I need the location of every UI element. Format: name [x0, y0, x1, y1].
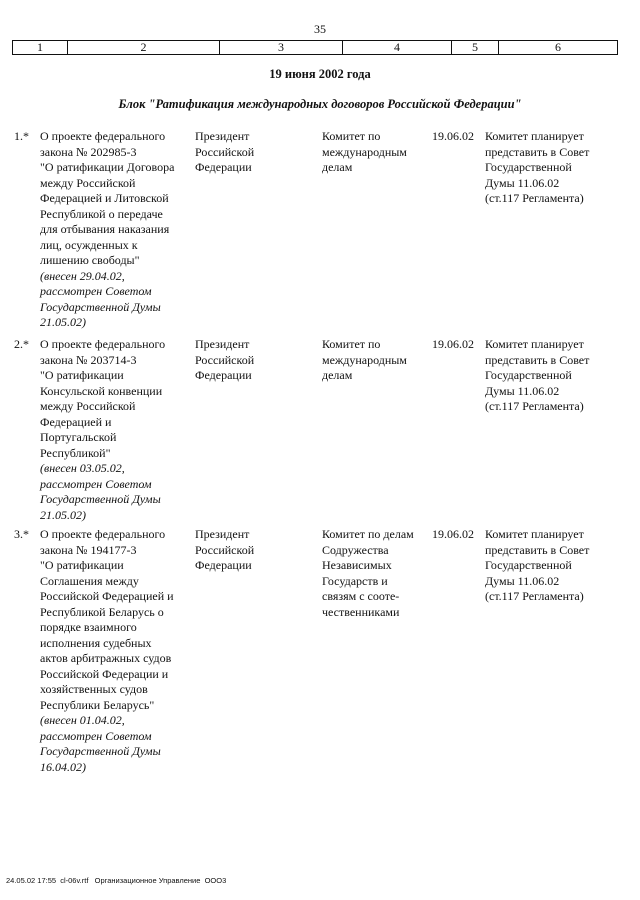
- entry-title-line: лишению свободы": [40, 253, 140, 267]
- date-heading: 19 июня 2002 года: [269, 67, 371, 81]
- block-title: Блок "Ратификация международных договоров Российской Федерации": [118, 97, 522, 111]
- entry-number: 3.*: [14, 527, 29, 541]
- entry-status-line: Государственной Думы: [40, 299, 161, 314]
- entry-title-line: закона № 194177-3: [40, 542, 137, 557]
- entry-number: 1.*: [14, 129, 29, 143]
- entry-title: [40, 129, 190, 331]
- entry-author-line: Федерации: [195, 368, 252, 382]
- entry-note: [485, 527, 615, 605]
- entry-date: 19.06.02: [432, 527, 474, 541]
- entry-note-line: (ст.117 Регламента): [485, 399, 584, 413]
- entry-title-line: Российской Федерацией и: [40, 589, 174, 603]
- entry-note-line: (ст.117 Регламента): [485, 589, 584, 603]
- column-header-5: 5: [451, 41, 498, 54]
- entry-committee: [322, 337, 428, 384]
- entry-note-line: Комитет планирует: [485, 129, 584, 143]
- entry-title-line: Португальской: [40, 430, 117, 444]
- entry-author: [195, 527, 315, 574]
- entry-note-line: Думы 11.06.02: [485, 175, 560, 190]
- entry-committee-line: Комитет по делам: [322, 527, 414, 541]
- entry-committee-line: Комитет по: [322, 337, 381, 351]
- entry-committee-line: Независимых: [322, 558, 392, 572]
- entry-note-line: Государственной: [485, 558, 572, 572]
- entry-title-line: актов арбитражных судов: [40, 651, 172, 665]
- entry-title-line: закона № 202985-3: [40, 144, 137, 159]
- entry-note-line: Комитет планирует: [485, 337, 584, 351]
- entry-title-line: "О ратификации Договора: [40, 160, 175, 174]
- entry-author-line: Президент: [195, 337, 250, 351]
- entry-status-line: 21.05.02): [40, 315, 86, 329]
- entry-status-line: Государственной Думы: [40, 744, 161, 758]
- entry-note-line: Комитет планирует: [485, 527, 584, 541]
- entry-committee-line: связям с сооте-: [322, 589, 400, 603]
- entry-title-line: Российской Федерации и: [40, 666, 169, 681]
- entry-committee-line: Комитет по: [322, 129, 381, 143]
- entry-note-line: Думы 11.06.02: [485, 383, 560, 398]
- entry-author-line: Президент: [195, 129, 250, 143]
- entry-title-line: О проекте федерального: [40, 527, 166, 541]
- entry-title-line: Республики Беларусь": [40, 697, 155, 712]
- entry-status-line: (внесен 29.04.02,: [40, 268, 125, 283]
- entry-title-line: Республикой Беларусь о: [40, 604, 164, 619]
- entry-title-line: О проекте федерального: [40, 337, 166, 351]
- entry-note-line: представить в Совет: [485, 144, 590, 159]
- entry-note-line: представить в Совет: [485, 542, 590, 557]
- entry-title-line: хозяйственных судов: [40, 682, 148, 696]
- entry-title-line: для отбывания наказания: [40, 222, 170, 236]
- column-header-4: 4: [342, 41, 451, 54]
- entry-date: 19.06.02: [432, 129, 474, 143]
- entry-title-line: "О ратификации: [40, 558, 124, 572]
- entry-author-line: Российской: [195, 542, 255, 557]
- entry-author-line: Федерации: [195, 558, 252, 572]
- entry-committee-line: международным: [322, 352, 407, 367]
- entry-committee-line: международным: [322, 144, 407, 159]
- entry-title-line: между Российской: [40, 175, 136, 190]
- column-header-6: 6: [498, 41, 617, 54]
- entry-title: [40, 337, 190, 523]
- column-header-1: 1: [37, 40, 43, 54]
- entry-number: 2.*: [14, 337, 29, 351]
- entry-author: [195, 129, 315, 176]
- entry-status-line: рассмотрен Советом: [40, 476, 152, 491]
- entry-title-line: Федерацией и Литовской: [40, 191, 169, 205]
- entry-status-line: (внесен 01.04.02,: [40, 713, 125, 727]
- entry-author-line: Федерации: [195, 160, 252, 174]
- entry-status-line: 21.05.02): [40, 507, 86, 522]
- entry-author-line: Российской: [195, 144, 255, 159]
- entry-note-line: Государственной: [485, 160, 572, 174]
- entry-date: 19.06.02: [432, 337, 474, 351]
- entry-committee-line: Содружества: [322, 542, 389, 557]
- entry-title-line: закона № 203714-3: [40, 352, 137, 367]
- entry-note-line: Государственной: [485, 368, 572, 382]
- entry-title-line: Консульской конвенции: [40, 383, 163, 398]
- entry-committee-line: делам: [322, 160, 353, 174]
- entry-title-line: исполнения судебных: [40, 635, 152, 650]
- entry-title-line: между Российской: [40, 399, 136, 413]
- entry-committee: [322, 527, 428, 620]
- entry-committee-line: Государств и: [322, 573, 388, 588]
- column-header-3: 3: [219, 41, 342, 54]
- entry-author-line: Президент: [195, 527, 250, 541]
- entry-title-line: лиц, осужденных к: [40, 237, 138, 252]
- footer-text: 24.05.02 17:55 cl-06v.rtf Организационное Управление ООО3: [6, 876, 227, 885]
- entry-title-line: Республикой о передаче: [40, 206, 163, 221]
- entry-note-line: Думы 11.06.02: [485, 573, 560, 588]
- entry-author: [195, 337, 315, 384]
- column-header-2: 2: [67, 41, 219, 54]
- entry-title-line: "О ратификации: [40, 368, 124, 382]
- entry-note: [485, 129, 615, 207]
- entry-status-line: 16.04.02): [40, 759, 86, 774]
- entry-title-line: Республикой": [40, 445, 111, 460]
- entry-committee-line: делам: [322, 368, 353, 382]
- entry-committee-line: чественниками: [322, 604, 400, 619]
- entry-status-line: рассмотрен Советом: [40, 728, 152, 743]
- entry-title-line: О проекте федерального: [40, 129, 166, 143]
- entry-committee: [322, 129, 428, 176]
- entry-status-line: (внесен 03.05.02,: [40, 461, 125, 475]
- entry-title: [40, 527, 190, 775]
- entry-status-line: рассмотрен Советом: [40, 284, 152, 298]
- entry-note-line: (ст.117 Регламента): [485, 191, 584, 205]
- entry-note: [485, 337, 615, 415]
- entry-status-line: Государственной Думы: [40, 492, 161, 506]
- entry-note-line: представить в Совет: [485, 352, 590, 367]
- entry-title-line: Федерацией и: [40, 414, 112, 429]
- entry-title-line: порядке взаимного: [40, 620, 137, 634]
- entry-author-line: Российской: [195, 352, 255, 367]
- entry-title-line: Соглашения между: [40, 573, 139, 588]
- page-number: 35: [314, 22, 326, 36]
- column-header-row: [12, 40, 618, 55]
